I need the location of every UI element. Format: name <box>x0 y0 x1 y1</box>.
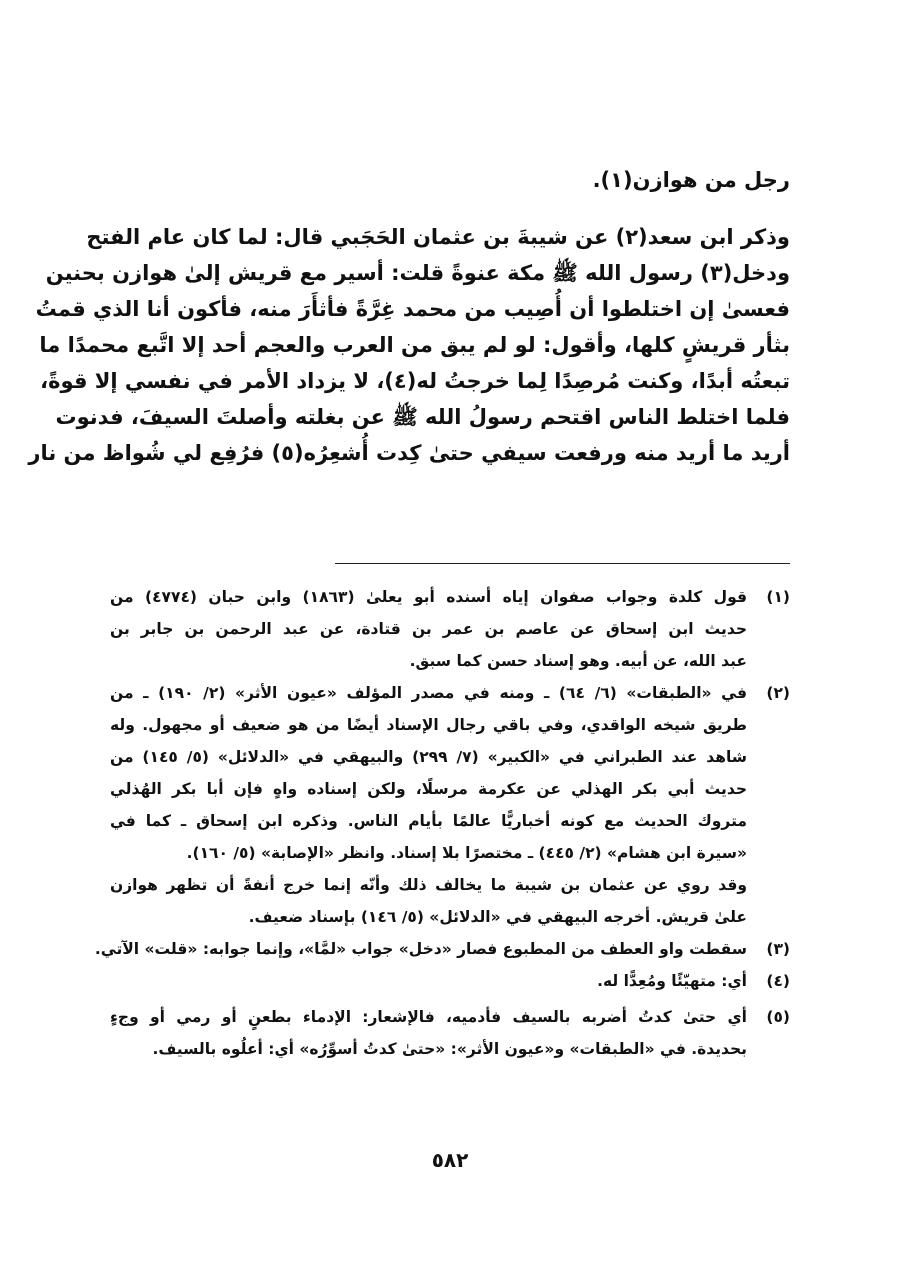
page-number: ٥٨٢ <box>431 1148 469 1172</box>
footnote-line: بحديدة. في «الطبقات» و«عيون الأثر»: «حتىٰ كدتُ أسوِّرُه» أي: أعلُوه بالسيف. <box>152 1040 747 1058</box>
footnote-line: حديث أبي بكر الهذلي عن عكرمة مرسلًا، ولكن إسناده واهٍ فإن أبا بكر الهُذلي <box>110 780 747 798</box>
body-line: وذكر ابن سعد(٢) عن شيبةَ بن عثمان الحَجَبي قال: لما كان عام الفتح <box>86 225 790 249</box>
body-line: ودخل(٣) رسول الله ﷺ مكة عنوةً قلت: أسير مع قريش إلىٰ هوازن بحنين <box>45 261 790 285</box>
footnote-line: في «الطبقات» (٦/ ٦٤) ـ ومنه في مصدر المؤلف «عيون الأثر» (٢/ ١٩٠) ـ من <box>110 684 748 702</box>
body-line: بثأر قريشٍ كلها، وأقول: لو لم يبق من العرب والعجم أحد إلا اتَّبع محمدًا ما <box>39 333 790 357</box>
footnote-number: (٤) <box>766 972 790 990</box>
footnote-number: (٣) <box>766 940 790 958</box>
footnote-line: وقد روي عن عثمان بن شيبة ما يخالف ذلك وأنّه إنما خرج أنفةً أن تظهر هوازن <box>110 876 747 894</box>
body-line: تبعتُه أبدًا، وكنت مُرصِدًا لِما خرجتُ له(٤)، لا يزداد الأمر في نفسي إلا قوةً، <box>40 369 790 393</box>
footnote-line: علىٰ قريش. أخرجه البيهقي في «الدلائل» (٥/ ١٤٦) بإسناد ضعيف. <box>248 908 747 926</box>
footnote-line: أي: متهيّئًا ومُعِدًّا له. <box>597 972 747 990</box>
body-line: أريد ما أريد منه ورفعت سيفي حتىٰ كِدت أُشعِرُه(٥) فرُفِع لي شُواظ من نار <box>28 441 790 465</box>
footnote-number: (٢) <box>766 684 790 702</box>
footnote-separator <box>335 563 790 564</box>
footnote-line: عبد الله، عن أبيه. وهو إسناد حسن كما سبق. <box>409 652 747 670</box>
body-line: رجل من هوازن(١). <box>592 168 790 192</box>
footnote-number: (٥) <box>766 1008 790 1026</box>
footnote-line: متروك الحديث مع كونه أخباريًّا عالمًا بأيام الناس. وذكره ابن إسحاق ـ كما في <box>110 812 747 830</box>
footnote-line: سقطت واو العطف من المطبوع فصار «دخل» جواب «لمَّا»، وإنما جوابه: «قلت» الآتي. <box>94 940 747 958</box>
body-line: فلما اختلط الناس اقتحم رسولُ الله ﷺ عن بغلته وأصلتَ السيفَ، فدنوت <box>55 405 790 429</box>
body-line: فعسىٰ إن اختلطوا أن أُصِيب من محمد غِرَّةً فأثأَرَ منه، فأكون أنا الذي قمتُ <box>35 297 790 321</box>
footnote-line: حديث ابن إسحاق عن عاصم بن عمر بن قتادة، عن عبد الرحمن بن جابر بن <box>110 620 747 638</box>
footnote-line: أي حتىٰ كدتُ أضربه بالسيف فأدميه، فالإشعار: الإدماء بطعنٍ أو رمي أو وجءٍ <box>110 1008 747 1026</box>
footnote-line: قول كلدة وجواب صفوان إياه أسنده أبو يعلىٰ (١٨٦٣) وابن حبان (٤٧٧٤) من <box>110 588 747 606</box>
footnote-line: طريق شيخه الواقدي، وفي باقي رجال الإسناد أيضًا من هو ضعيف أو مجهول. وله <box>110 716 747 734</box>
footnote-number: (١) <box>766 588 790 606</box>
footnote-line: شاهد عند الطبراني في «الكبير» (٧/ ٢٩٩) والبيهقي في «الدلائل» (٥/ ١٤٥) من <box>110 748 748 766</box>
footnote-line: «سيرة ابن هشام» (٢/ ٤٤٥) ـ مختصرًا بلا إسناد. وانظر «الإصابة» (٥/ ١٦٠). <box>186 844 747 862</box>
